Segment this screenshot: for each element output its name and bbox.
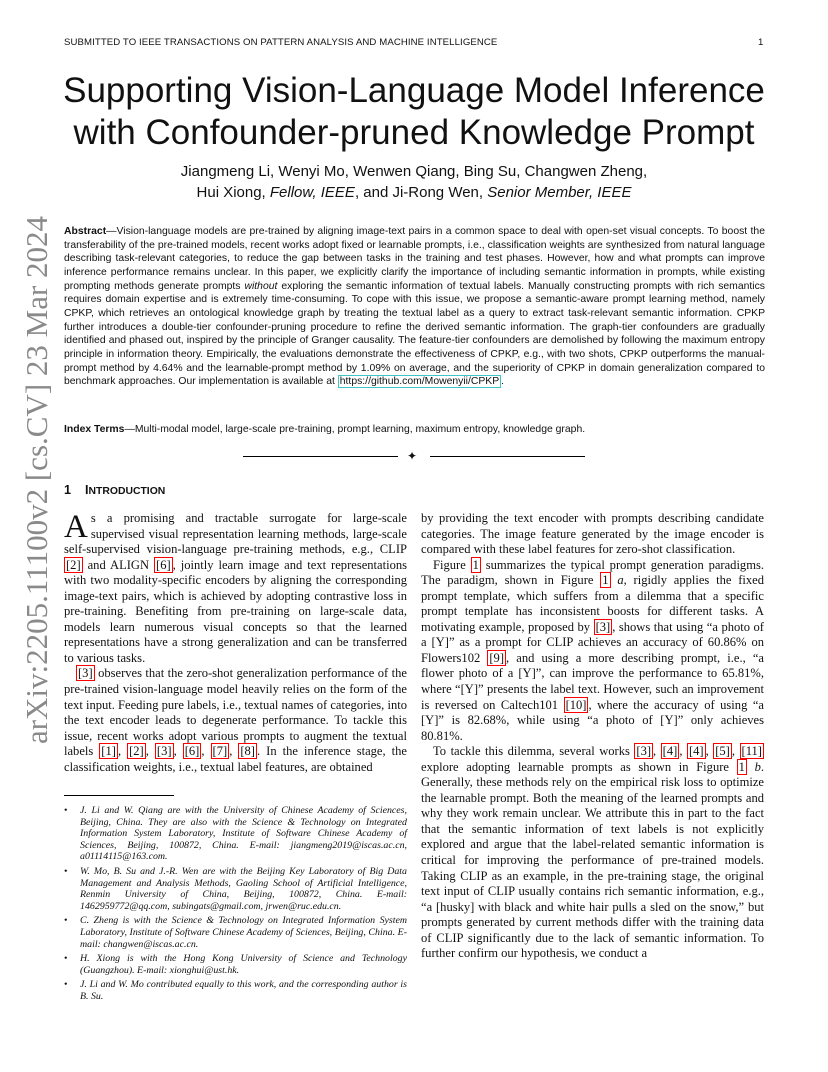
citation-link[interactable]: [2] xyxy=(66,557,81,572)
abstract xyxy=(64,225,765,389)
running-head: SUBMITTED TO IEEE TRANSACTIONS ON PATTERN ANALYSIS AND MACHINE INTELLIGENCE xyxy=(64,37,498,48)
text: summarizes the typical prompt generation paradigms. The paradigm, shown in Figure xyxy=(421,557,764,588)
paragraph xyxy=(64,666,407,775)
title-line-2: with Confounder-pruned Knowledge Prompt xyxy=(73,113,755,152)
footnote-rule xyxy=(64,795,174,796)
subfigure-label: b xyxy=(754,759,761,774)
citation-link[interactable]: [10] xyxy=(565,697,587,712)
index-terms-text: —Multi-modal model, large-scale pre-training, prompt learning, maximum entropy, knowledge graph. xyxy=(124,424,586,435)
separator: , xyxy=(117,744,128,759)
separator: , xyxy=(705,744,714,759)
citation-link[interactable]: [4] xyxy=(662,744,678,759)
footnote-item xyxy=(64,805,407,863)
abstract-text-b: exploring the semantic information of textual labels. Manually constructing prompts with rich semantics requires domain expertise and is extremely time-consuming. To cope with this issue, we propose a semantic-aware prompt learning method, namely CPKP, which retrieves an ontological knowledge graph by treating the textual label as a query to extract task-relevant semantic information. CPKP further introduces a double-tier confounder-pruning procedure to refine the derived semantic information. The graph-tier confounders are gradually identified and phased out, inspired by the principle of Granger causality. The feature-tier confounders are demolished by following the maximum entropy principle in information theory. Empirically, the evaluations demonstrate the effectiveness of CPKP, e.g., with two shots, CPKP outperforms the manual-prompt method by 4.64% and the learnable-prompt method by 1.09% on average, and the superiority of CPKP in domain generalization compared to benchmark approaches. Our implementation is available at xyxy=(64,280,765,388)
subfigure-label: a xyxy=(617,573,624,588)
bullet-icon: • xyxy=(64,953,68,965)
footnote-text: J. Li and W. Mo contributed equally to this work, and the corresponding author is B. Su. xyxy=(80,979,407,1002)
text: , and using a more describing prompt, i.e., “a flower photo of a [Y]”, can improve the performance to 65.81%, where “[Y]” presents the label text. However, such an improvement is reversed on Caltech101 xyxy=(421,650,764,712)
text: and ALIGN xyxy=(82,557,155,572)
citation-link[interactable]: [11] xyxy=(741,744,762,759)
footnote-text: W. Mo, B. Su and J.-R. Wen are with the Beijing Key Laboratory of Big Data Management and Analysis Methods, Gaoling School of Artificial Intelligence, Renmin University of China, Beijing, 100872, China. E-mail: 1462959772@qq.com, subingats@gmail.com, jrwen@ruc.edu.cn. xyxy=(80,865,407,912)
text: , jointly learn image and text representations with two modality-specific encoders by aligning the corresponding image-text pairs, which is achieved by adopting contrastive loss in pre-training. Benefiting from pre-training on large-scale data, models learn numerous visual concepts so that the learned representations have a strong generalization and can be transferred to various tasks. xyxy=(64,557,407,665)
authors-line-2a: Hui Xiong, xyxy=(196,184,270,201)
separator: , xyxy=(731,744,740,759)
footnote-item xyxy=(64,915,407,950)
index-terms xyxy=(64,423,765,436)
text: s a promising and tractable surrogate for large-scale supervised visual representation learning methods, large-scale self-supervised vision-language pre-training methods, e.g., CLIP xyxy=(64,511,407,557)
text: , where the accuracy of using “a [Y]” is 82.68%, while using “a photo of [Y]” only achieves 80.81%. xyxy=(421,697,764,743)
index-terms-label: Index Terms xyxy=(64,424,125,435)
bullet-icon: • xyxy=(64,865,68,877)
citation-link[interactable]: [3] xyxy=(156,744,172,759)
title-line-1: Supporting Vision-Language Model Inference xyxy=(63,71,765,110)
bullet-icon: • xyxy=(64,979,68,991)
text: , shows that using “a photo of a [Y]” as a prompt for CLIP achieves an accuracy of 60.86% on Flowers102 xyxy=(421,619,764,665)
paper-title xyxy=(60,70,768,154)
citation-link[interactable]: [9] xyxy=(489,650,505,665)
body-column-right xyxy=(421,511,764,962)
body-column-left xyxy=(64,511,407,775)
figure-link[interactable]: 1 xyxy=(738,759,745,774)
citation-link[interactable]: [5] xyxy=(715,744,730,759)
abstract-label: Abstract xyxy=(64,226,107,237)
text: , rigidly applies the fixed prompt template, which suffers from a dilemma that a specific prompt template has inconsistent boosts for different tasks. A motivating example, proposed by xyxy=(421,573,764,634)
citation-link[interactable]: [7] xyxy=(212,744,228,759)
section-title-rest: NTRODUCTION xyxy=(88,486,166,497)
separator: , xyxy=(679,744,687,759)
footnote-item xyxy=(64,979,407,1002)
footnote-text: H. Xiong is with the Hong Kong University of Science and Technology (Guangzhou). E-mail: xionghui@ust.hk. xyxy=(80,953,407,976)
citation-link[interactable]: [6] xyxy=(184,744,200,759)
text xyxy=(747,760,755,774)
citation-link[interactable]: [2] xyxy=(129,744,144,759)
citation-link[interactable]: [6] xyxy=(156,557,171,572)
paragraph xyxy=(421,744,764,962)
citation-link[interactable]: [3] xyxy=(78,666,93,681)
text: To tackle this dilemma, several works xyxy=(433,744,635,759)
authors-line-2c: , and Ji-Rong Wen, xyxy=(354,184,488,201)
footnote-text: J. Li and W. Qiang are with the University of Chinese Academy of Sciences, Beijing, China. They are also with the Science & Technology on Integrated Information System Laboratory, Institute of Software Chinese Academy of Sciences, Beijing, 100872, China. E-mail: jiangmeng2019@iscas.ac.cn, a01114115@163.com. xyxy=(80,805,407,863)
arxiv-stamp: arXiv:2205.11100v2 [cs.CV] 23 Mar 2024 xyxy=(19,215,54,745)
section-heading xyxy=(64,483,165,497)
separator: , xyxy=(201,744,211,759)
section-title-first: I xyxy=(85,483,89,497)
separator: , xyxy=(229,744,239,759)
abstract-text-a: —Vision-language models are pre-trained by aligning image-text pairs in a common space to deal with open-set visual concepts. To boost the transferability of the pre-trained models, recent works adopt fixed or learnable prompts, i.e., classification weights are synthesized from natural language describing task-relevant categories, to reduce the gap between tasks in the training and test phases. However, how and what prompts can improve inference performance remains unclear. In this paper, we explicitly clarify the importance of including semantic information in prompts, while existing prompting methods generate prompts xyxy=(64,226,765,292)
text: by providing the text encoder with prompts describing candidate categories. The image feature generated by the image encoder is compared with these label features for zero-shot classification. xyxy=(421,511,764,557)
footnote-list xyxy=(64,805,407,1006)
citation-link[interactable]: [3] xyxy=(595,619,611,634)
paragraph xyxy=(421,558,764,745)
code-link[interactable]: https://github.com/Mowenyii/CPKP xyxy=(339,376,500,388)
footnote-item xyxy=(64,953,407,976)
author-list xyxy=(60,161,768,203)
author-title-fellow: Fellow, IEEE xyxy=(269,184,355,201)
paragraph xyxy=(421,511,764,558)
citation-link[interactable]: [8] xyxy=(240,744,255,759)
text: Figure xyxy=(433,557,471,572)
footnote-item xyxy=(64,866,407,912)
section-divider xyxy=(243,451,585,463)
separator: , xyxy=(173,744,183,759)
footnote-text: C. Zheng is with the Science & Technology on Integrated Information System Laboratory, Institute of Software Chinese Academy of Sciences, Beijing, China. E-mail: changwen@iscas.ac.cn. xyxy=(80,915,407,950)
separator: , xyxy=(145,744,155,759)
abstract-text-end: . xyxy=(501,376,505,388)
text: explore adopting learnable prompts as shown in Figure xyxy=(421,759,737,774)
paragraph xyxy=(64,511,407,666)
figure-link[interactable]: 1 xyxy=(472,557,479,572)
bullet-icon: • xyxy=(64,915,68,927)
section-number: 1 xyxy=(64,483,72,497)
drop-cap: A xyxy=(64,509,88,545)
citation-link[interactable]: [1] xyxy=(101,744,116,759)
divider-rule-right xyxy=(430,456,585,457)
text: . In the inference stage, the classification weights, i.e., textual label features, are obtained xyxy=(64,744,407,774)
page-number: 1 xyxy=(758,37,764,48)
bullet-icon: • xyxy=(64,805,68,816)
author-title-senior: Senior Member, IEEE xyxy=(487,184,632,201)
text: . Generally, these methods rely on the empirical risk loss to optimize the learnable prompt. Both the meaning of the learned prompts and why they work remain unclear. We attribute this in part to the fact that the semantic information of text labels is not explicitly explored and argue that the label-related semantic information is critical for improving the performance of pre-trained models. Taking CLIP as an example, in the pre-training stage, the original text input of CLIP usually contains rich semantic information, e.g., “a [husky] with black and white hair pulls a sled on the snow,” but prompts generated by current methods differ with the training data of CLIP significantly due to the lack of semantic information. To further confirm our hypothesis, we conduct a xyxy=(421,759,764,961)
citation-link[interactable]: [4] xyxy=(688,744,704,759)
figure-link[interactable]: 1 xyxy=(602,573,609,588)
citation-link[interactable]: [3] xyxy=(636,744,652,759)
divider-diamond-icon: ✦ xyxy=(407,449,418,463)
authors-line-1: Jiangmeng Li, Wenyi Mo, Wenwen Qiang, Bing Su, Changwen Zheng, xyxy=(180,163,648,180)
text: observes that the zero-shot generalization performance of the pre-trained vision-language model heavily relies on the form of the text input. Feeding pure labels, i.e., textual names of categories, into the text encoder leads to degenerate performance. To tackle this issue, recent works adopt various prompts to augment the textual labels xyxy=(64,666,407,759)
abstract-italic: without xyxy=(244,280,278,292)
separator: , xyxy=(653,744,661,759)
divider-rule-left xyxy=(243,456,398,457)
